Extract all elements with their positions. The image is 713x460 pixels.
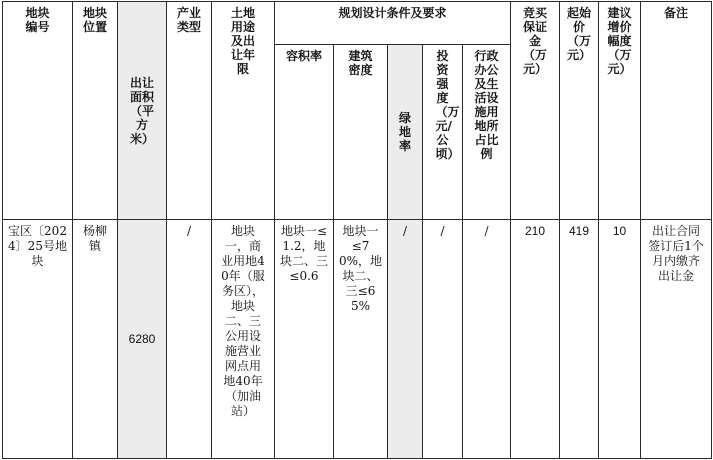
header-office-ratio: 行政办公及生活设施用地所占比例 [463,45,511,220]
header-area: 出让面积（平方米） [118,2,167,220]
cell-far: 地块一≤1.2，地块二、三≤0.6 [275,220,334,459]
cell-increment: 10 [599,220,641,459]
cell-location: 杨柳镇 [73,220,118,459]
land-auction-table [2,1,712,459]
header-land-use-term: 土地用途及出让年限 [212,2,275,220]
header-location: 地块位置 [73,2,118,220]
cell-remarks: 出让合同签订后1个月内缴齐出让金 [641,220,712,459]
cell-area: 6280 [118,220,167,459]
header-building-density: 建筑密度 [334,45,388,220]
cell-industry: / [167,220,212,459]
header-greening: 绿地率 [388,45,423,220]
cell-building-density: 地块一≤70%，地块二、三≤65% [334,220,388,459]
cell-deposit: 210 [511,220,560,459]
header-far: 容积率 [275,45,334,220]
header-industry: 产业类型 [167,2,212,220]
cell-land-use-term: 地块一，商业用地40年（服务区），地块二、三公用设施营业网点用地40年（加油站） [212,220,275,459]
cell-investment-intensity: / [423,220,463,459]
header-investment-intensity: 投资强度（万元/公顷） [423,45,463,220]
cell-greening: / [388,220,423,459]
header-parcel-no: 地块编号 [3,2,73,220]
header-deposit: 竞买保证金（万元） [511,2,560,220]
header-planning-conditions: 规划设计条件及要求 [275,2,511,45]
cell-office-ratio: / [463,220,511,459]
cell-start-price: 419 [560,220,599,459]
header-remarks: 备注 [641,2,712,220]
header-start-price: 起始价（万元） [560,2,599,220]
header-increment: 建议增价幅度（万元） [599,2,641,220]
cell-parcel-no: 宝区〔2024〕25号地块 [3,220,73,459]
